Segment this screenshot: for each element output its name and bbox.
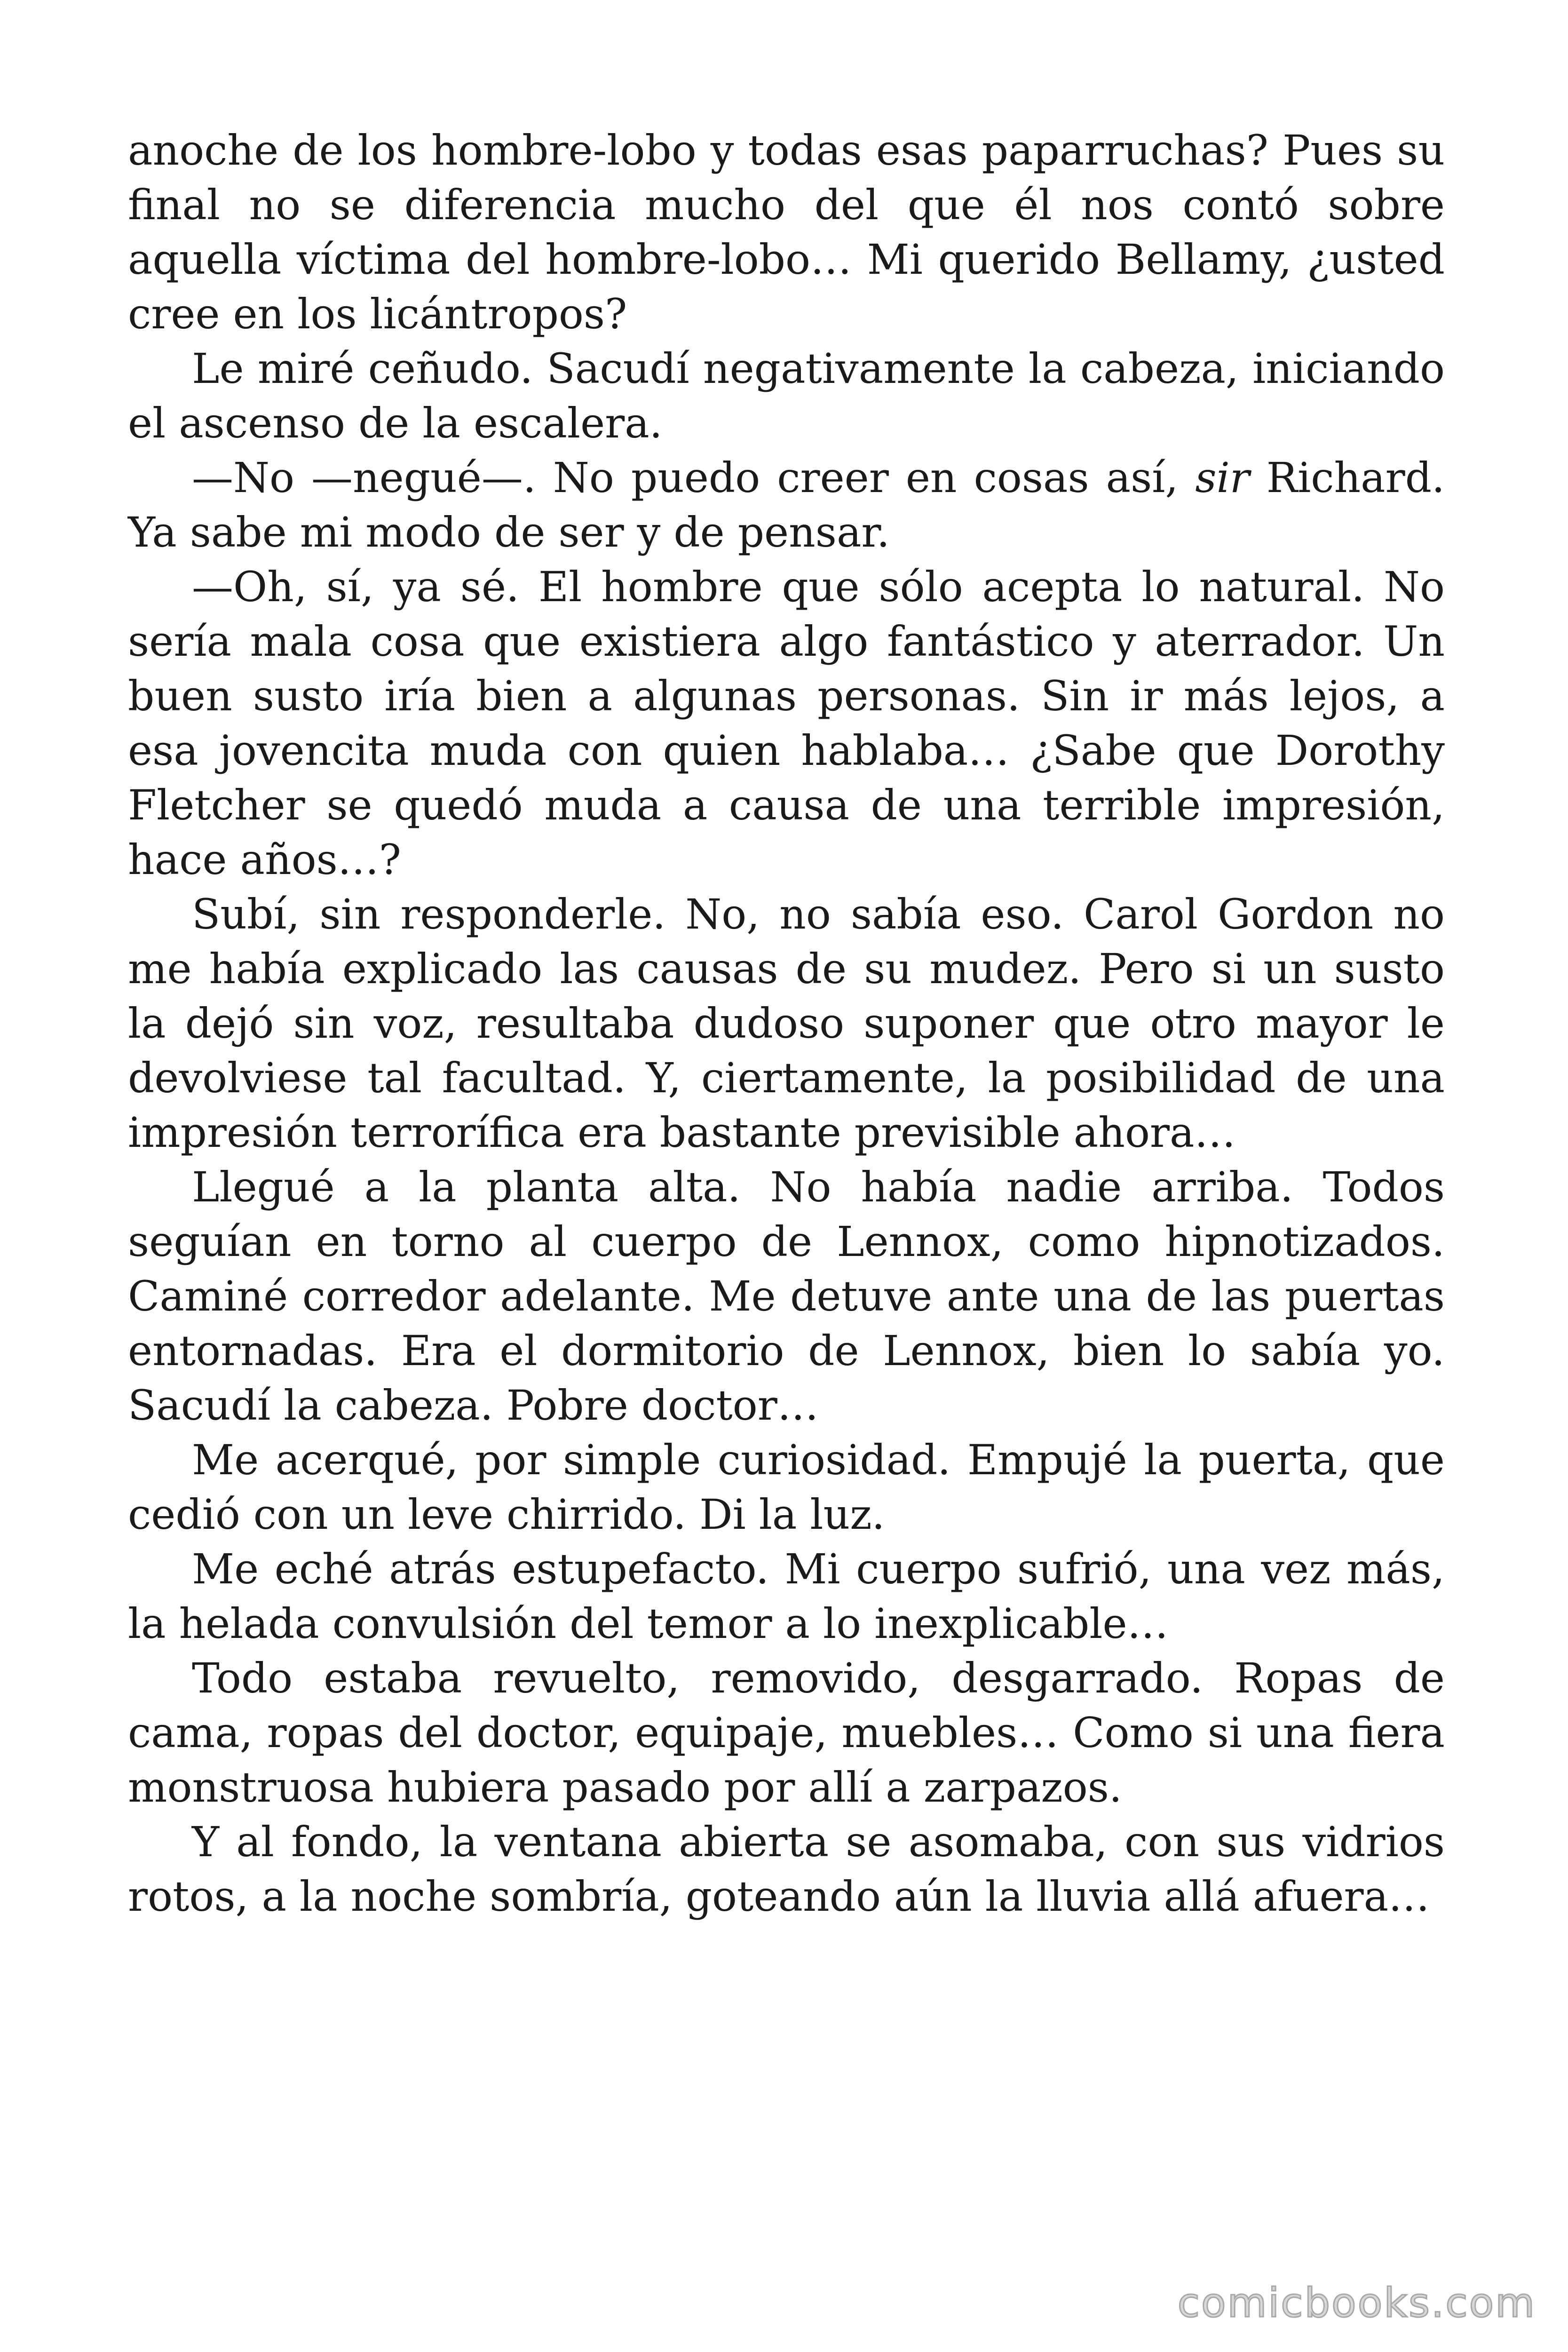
paragraph-text: Y al fondo, la ventana abierta se asomaba, con sus vidrios rotos, a la noche sombría, goteando aún la lluvia allá afuera… — [128, 1818, 1445, 1921]
paragraph-6 — [128, 1160, 1445, 1433]
paragraph-text-continued: Richard. Ya sabe mi modo de ser y de pensar. — [128, 453, 1445, 556]
page-body — [128, 123, 1445, 1924]
paragraph-text: Todo estaba revuelto, removido, desgarrado. Ropas de cama, ropas del doctor, equipaje, muebles… Como si una fiera monstruosa hubiera pasado por allí a zarpazos. — [128, 1654, 1445, 1812]
paragraph-text: —No —negué—. No puedo creer en cosas así, — [192, 453, 1196, 502]
paragraph-7 — [128, 1433, 1445, 1542]
paragraph-4 — [128, 560, 1445, 887]
watermark: comicbooks.com — [1177, 2280, 1536, 2327]
paragraph-5 — [128, 887, 1445, 1160]
paragraph-text: Le miré ceñudo. Sacudí negativamente la cabeza, iniciando el ascenso de la escalera. — [128, 344, 1445, 447]
paragraph-2 — [128, 342, 1445, 451]
paragraph-10 — [128, 1815, 1445, 1924]
paragraph-text: Me acerqué, por simple curiosidad. Empujé la puerta, que cedió con un leve chirrido. Di la luz. — [128, 1436, 1445, 1539]
paragraph-text: —Oh, sí, ya sé. El hombre que sólo acepta lo natural. No sería mala cosa que existiera algo fantástico y aterrador. Un buen susto iría bien a algunas personas. Sin ir más lejos, a esa jovencita muda con quien hablaba… ¿Sabe que Dorothy Fletcher se quedó muda a causa de una terrible impresión, hace años…? — [128, 563, 1445, 884]
paragraph-1 — [128, 123, 1445, 342]
italic-word: sir — [1195, 453, 1250, 502]
paragraph-9 — [128, 1651, 1445, 1815]
paragraph-text: Me eché atrás estupefacto. Mi cuerpo sufrió, una vez más, la helada convulsión del temor a lo inexplicable… — [128, 1545, 1445, 1648]
paragraph-text: Subí, sin responderle. No, no sabía eso. Carol Gordon no me había explicado las causas de su mudez. Pero si un susto la dejó sin voz, resultaba dudoso suponer que otro mayor le devolviese tal facultad. Y, ciertamente, la posibilidad de una impresión terrorífica era bastante previsible ahora… — [128, 890, 1445, 1157]
paragraph-8 — [128, 1542, 1445, 1651]
paragraph-text: Llegué a la planta alta. No había nadie arriba. Todos seguían en torno al cuerpo de Lennox, como hipnotizados. Caminé corredor adelante. Me detuve ante una de las puertas entornadas. Era el dormitorio de Lennox, bien lo sabía yo. Sacudí la cabeza. Pobre doctor… — [128, 1163, 1445, 1430]
paragraph-3 — [128, 451, 1445, 560]
paragraph-text: anoche de los hombre-lobo y todas esas paparruchas? Pues su final no se diferencia mucho del que él nos contó sobre aquella víctima del hombre-lobo… Mi querido Bellamy, ¿usted cree en los licántropos? — [128, 126, 1445, 338]
